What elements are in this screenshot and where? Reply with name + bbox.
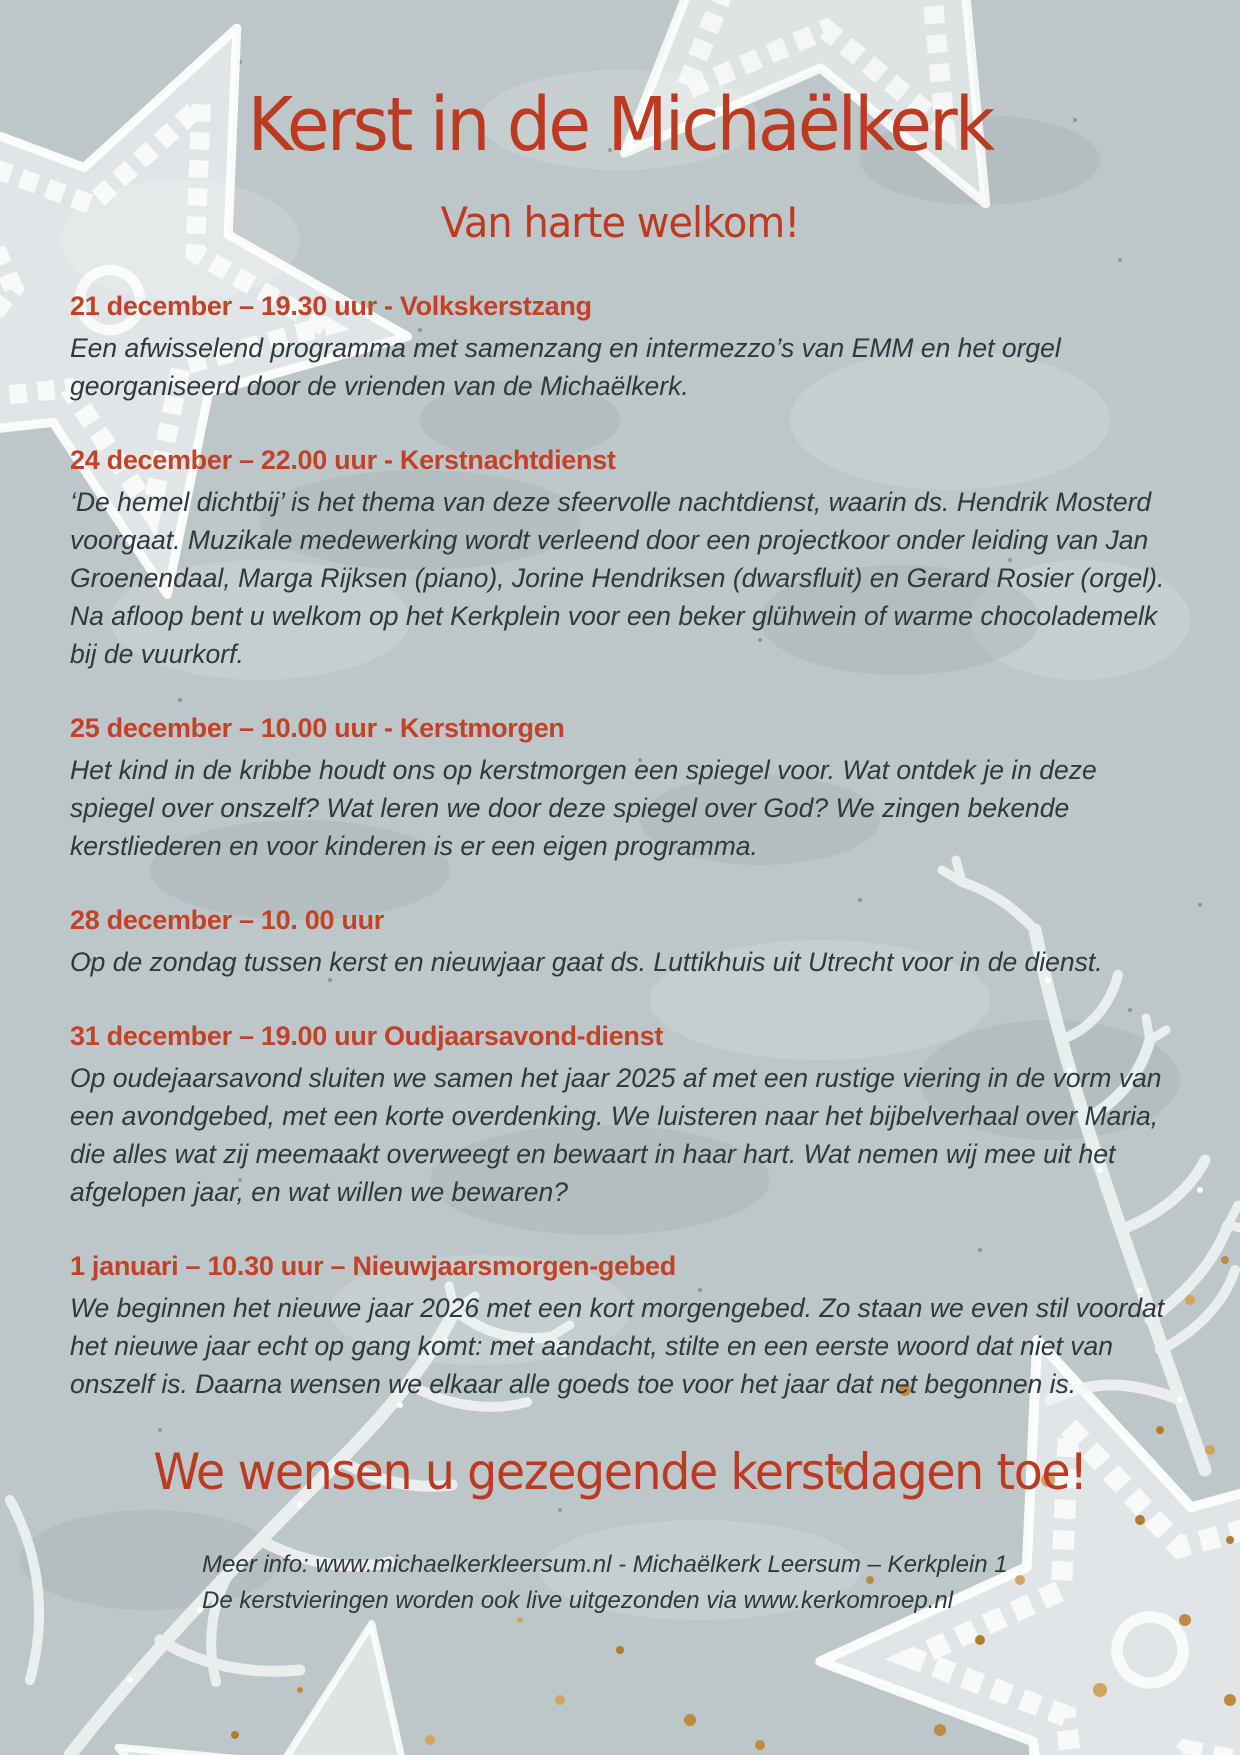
event-section-kerstmorgen [70,713,1170,865]
event-heading: 31 december – 19.00 uur Oudjaarsavond-dienst [70,1021,664,1051]
event-heading: 1 januari – 10.30 uur – Nieuwjaarsmorgen-gebed [70,1251,676,1281]
page-title: Kerst in de Michaëlkerk [247,82,993,168]
event-description: Op de zondag tussen kerst en nieuwjaar gaat ds. Luttikhuis uit Utrecht voor in de dienst. [70,947,1103,977]
poster-header [70,0,1170,247]
event-section-volkskerstzang [70,291,1170,405]
event-section-oudjaarsavond [70,1021,1170,1211]
closing-message: We wensen u gezegende kerstdagen toe! [153,1443,1087,1501]
event-heading: 24 december – 22.00 uur - Kerstnachtdienst [70,445,616,475]
event-heading: 28 december – 10. 00 uur [70,905,384,935]
event-section-nieuwjaarsgebed [70,1251,1170,1403]
event-description: Een afwisselend programma met samenzang en intermezzo’s van EMM en het orgel georganiseerd door de vrienden van de Michaëlkerk. [70,333,1061,401]
footer-line-livestream: De kerstvieringen worden ook live uitgezonden via www.kerkomroep.nl [202,1587,954,1614]
event-section-kerstnachtdienst [70,445,1170,673]
event-description: We beginnen het nieuwe jaar 2026 met een kort morgengebed. Zo staan we even stil voordat het nieuwe jaar echt op gang komt: met aandacht, stilte en een eerste woord dat niet van onszelf is. Daarna wensen we elkaar alle goeds toe voor het jaar dat net begonnen is. [70,1293,1165,1399]
event-description: ‘De hemel dichtbij’ is het thema van deze sfeervolle nachtdienst, waarin ds. Hendrik Mosterd voorgaat. Muzikale medewerking wordt verleend door een projectkoor onder leiding van Jan Groenendaal, Marga Rijksen (piano), Jorine Hendriksen (dwarsfluit) en Gerard Rosier (orgel). Na afloop bent u welkom op het Kerkplein voor een beker glühwein of warme chocolademelk bij de vuurkorf. [70,487,1165,669]
event-description: Op oudejaarsavond sluiten we samen het jaar 2025 af met een rustige viering in de vorm van een avondgebed, met een korte overdenking. We luisteren naar het bijbelverhaal over Maria, die alles wat zij meemaakt overweegt en bewaart in haar hart. Wat nemen wij mee uit het afgelopen jaar, en wat willen we bewaren? [70,1063,1162,1207]
event-heading: 25 december – 10.00 uur - Kerstmorgen [70,713,565,743]
event-description: Het kind in de kribbe houdt ons op kerstmorgen een spiegel voor. Wat ontdek je in deze spiegel over onszelf? Wat leren we door deze spiegel over God? We zingen bekende kerstliederen en voor kinderen is er een eigen programma. [70,755,1097,861]
events-list [70,291,1170,1403]
footer-line-contact: Meer info: www.michaelkerkleersum.nl - Michaëlkerk Leersum – Kerkplein 1 [202,1551,1008,1578]
footer-info [70,1547,1170,1619]
event-heading: 21 december – 19.30 uur - Volkskerstzang [70,291,592,321]
poster-subtitle: Van harte welkom! [440,198,800,247]
event-section-zondagsdienst [70,905,1170,981]
